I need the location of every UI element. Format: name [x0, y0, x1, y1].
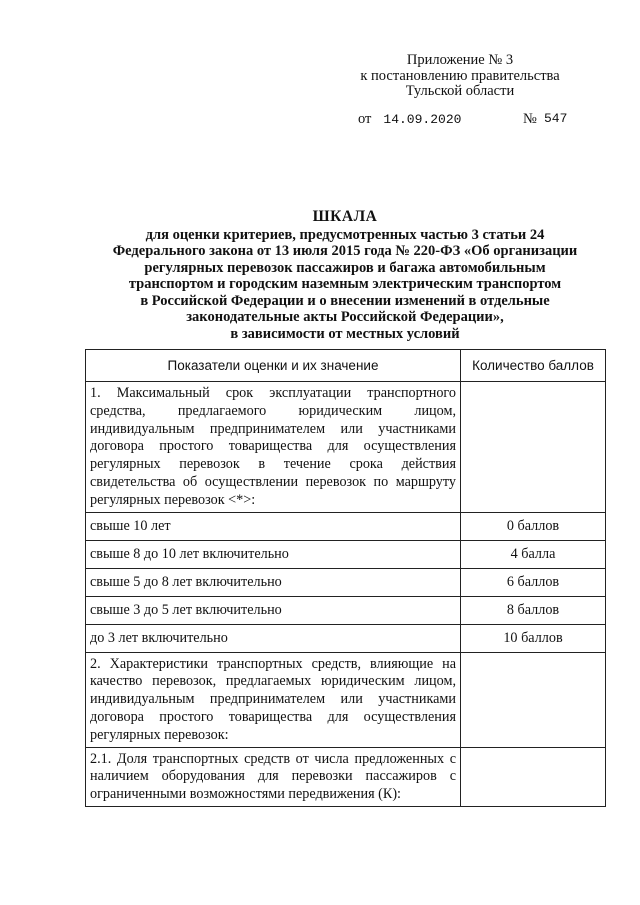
- number-sign: №: [523, 111, 537, 127]
- indicator-cell: свыше 3 до 5 лет включительно: [86, 596, 461, 624]
- points-cell: [461, 382, 606, 513]
- title-word: ШКАЛА: [312, 208, 378, 225]
- header-indicators: Показатели оценки и их значение: [86, 350, 461, 382]
- appendix-region: Тульской области: [405, 83, 515, 99]
- points-cell: 0 баллов: [461, 512, 606, 540]
- table-row: [86, 624, 606, 652]
- title-line: в зависимости от местных условий: [230, 325, 460, 342]
- appendix-number: Приложение № 3: [406, 52, 514, 68]
- appendix-header: [300, 53, 620, 100]
- indicator-cell: 2.1. Доля транспортных средств от числа предложенных с наличием оборудования для перевозки пассажиров с ограниченными возможностями передвижения (К):: [86, 747, 461, 806]
- points-cell: [461, 747, 606, 806]
- points-cell: 8 баллов: [461, 596, 606, 624]
- table-row: [86, 596, 606, 624]
- title-line: в Российской Федерации и о внесении изменений в отдельные: [140, 292, 550, 309]
- document-title: [60, 209, 630, 342]
- table-row: [86, 512, 606, 540]
- table-header-row: [86, 350, 606, 382]
- date-label: от: [358, 111, 372, 127]
- table-row: [86, 747, 606, 806]
- table-row: [86, 568, 606, 596]
- table-row: [86, 540, 606, 568]
- table-row: [86, 652, 606, 747]
- scale-table: [85, 349, 606, 807]
- title-line: транспортом и городским наземным электрическим транспортом: [128, 276, 562, 292]
- appendix-resolution: к постановлению правительства: [360, 67, 560, 84]
- header-points: Количество баллов: [461, 350, 606, 382]
- table-row: [86, 382, 606, 513]
- indicator-cell: свыше 10 лет: [86, 512, 461, 540]
- title-line: для оценки критериев, предусмотренных частью 3 статьи 24: [145, 226, 545, 243]
- indicator-cell: свыше 5 до 8 лет включительно: [86, 568, 461, 596]
- indicator-cell: свыше 8 до 10 лет включительно: [86, 540, 461, 568]
- indicator-cell: до 3 лет включительно: [86, 624, 461, 652]
- resolution-dateline: [358, 111, 568, 128]
- title-line: регулярных перевозок пассажиров и багажа автомобильным: [144, 259, 546, 276]
- title-line: Федерального закона от 13 июля 2015 года № 220-ФЗ «Об организации: [112, 243, 578, 259]
- indicator-cell: 2. Характеристики транспортных средств, влияющие на качество перевозок, предлагаемых юридическим лицом, индивидуальным предпринимателем или участниками договора простого товарищества для осуществления регулярных перевозок:: [86, 652, 461, 747]
- resolution-date: 14.09.2020: [383, 112, 462, 127]
- points-cell: 6 баллов: [461, 568, 606, 596]
- points-cell: 10 баллов: [461, 624, 606, 652]
- resolution-number: 547: [544, 111, 568, 126]
- points-cell: 4 балла: [461, 540, 606, 568]
- title-line: законодательные акты Российской Федерации»,: [186, 309, 504, 325]
- points-cell: [461, 652, 606, 747]
- indicator-cell: 1. Максимальный срок эксплуатации транспортного средства, предлагаемого юридическим лицом, индивидуальным предпринимателем или участниками договора простого товарищества для осуществления регулярных перевозок в течение срока действия свидетельства об осуществлении перевозок по маршруту регулярных перевозок <*>:: [86, 382, 461, 513]
